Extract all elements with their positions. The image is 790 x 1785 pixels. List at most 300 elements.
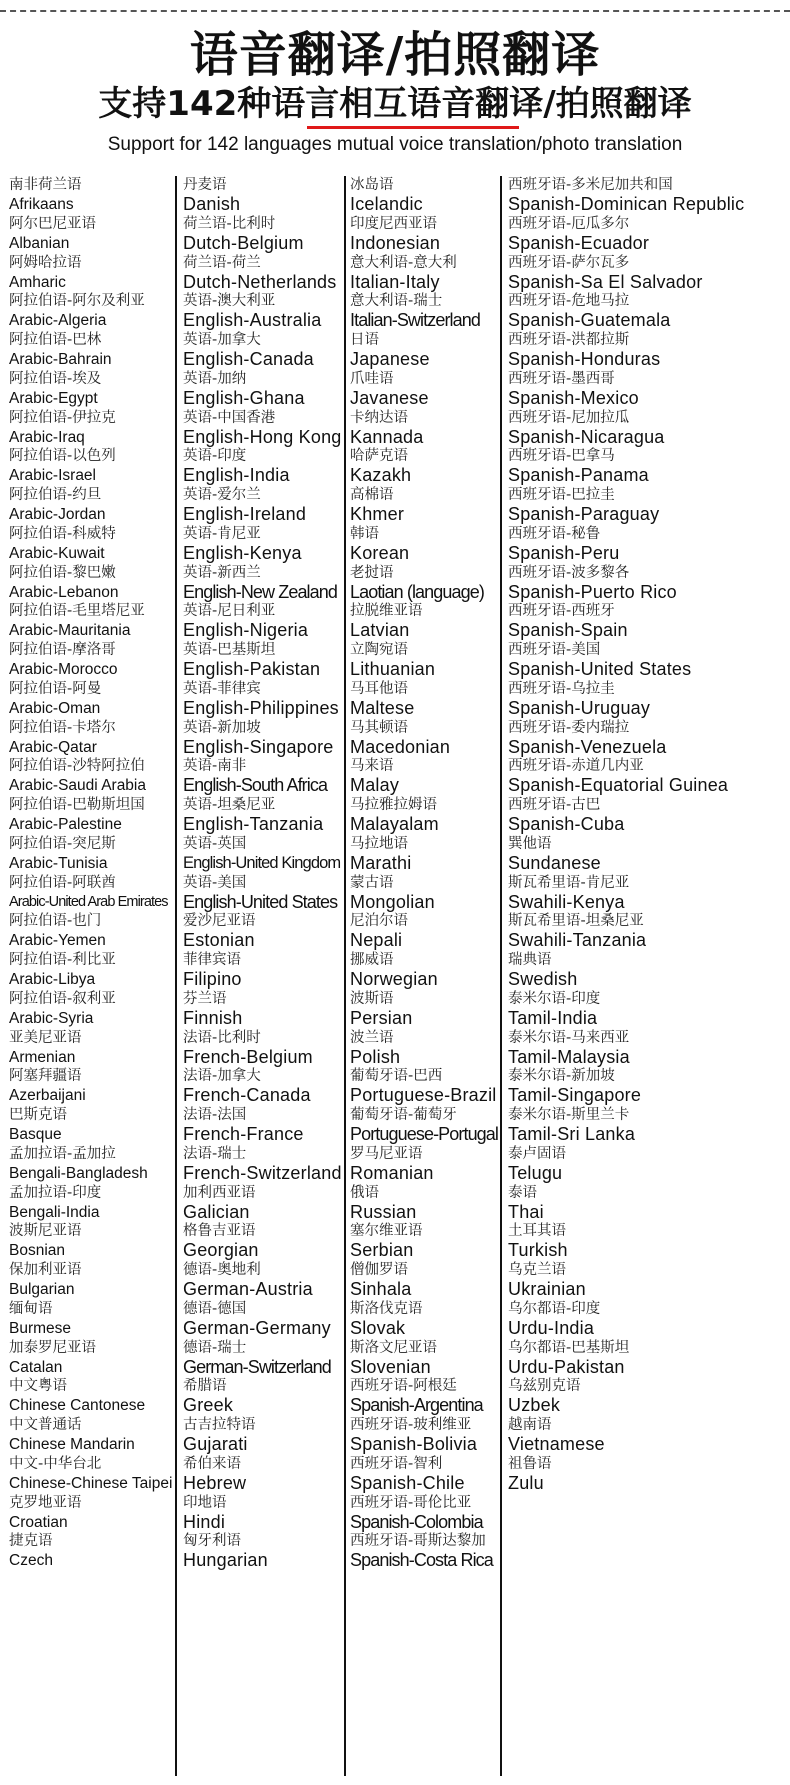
language-name-english: English-Hong Kong: [183, 426, 342, 447]
language-name-english: Spanish-Costa Rica: [350, 1550, 493, 1571]
language-name-chinese: 阿尔巴尼亚语: [9, 215, 96, 232]
language-name-chinese: 英语-加拿大: [183, 332, 261, 348]
page-subtitle: 支持142种语言相互语音翻译/拍照翻译: [98, 84, 692, 124]
language-entry: [183, 292, 321, 336]
language-entry: [183, 1029, 313, 1073]
language-name-chinese: 葡萄牙语-巴西: [350, 1068, 443, 1085]
language-entry: [183, 447, 290, 491]
language-entry: [183, 874, 337, 918]
language-name-chinese: 英语-澳大利亚: [183, 293, 276, 310]
language-name-english: Spanish-Mexico: [508, 387, 639, 408]
language-entry: [508, 254, 703, 298]
language-name-chinese: 加泰罗尼亚语: [9, 1339, 96, 1356]
language-entry: [183, 835, 340, 879]
language-entry: [183, 1532, 268, 1576]
language-name-english: Tamil-Singapore: [508, 1085, 642, 1106]
language-entry: [508, 990, 600, 1034]
language-entry: [9, 757, 146, 801]
language-entry: [9, 525, 116, 569]
language-name-english: Hebrew: [183, 1472, 247, 1493]
language-name-chinese: 英语-中国香港: [183, 409, 276, 426]
language-name-english: French-Belgium: [183, 1046, 313, 1067]
language-entry: [350, 447, 411, 491]
language-name-chinese: 希伯来语: [183, 1455, 241, 1472]
language-name-chinese: 阿拉伯语-巴勒斯坦国: [9, 797, 145, 813]
language-entry: [183, 564, 337, 608]
language-entry: [9, 1261, 82, 1305]
language-name-chinese: 蒙古语: [350, 874, 394, 891]
language-name-chinese: 哈萨克语: [350, 448, 408, 465]
language-entry: [508, 176, 744, 220]
language-name-english: Czech: [9, 1552, 53, 1570]
language-name-chinese: 孟加拉语-孟加拉: [9, 1145, 116, 1162]
language-entry: [9, 719, 116, 763]
language-name-chinese: 印地语: [183, 1494, 227, 1511]
language-entry: [508, 757, 728, 801]
language-name-chinese: 葡萄牙语-葡萄牙: [350, 1107, 457, 1123]
language-entry: [350, 1300, 423, 1344]
language-entry: [9, 1455, 172, 1499]
language-name-chinese: 挪威语: [350, 952, 394, 968]
language-name-chinese: 泰米尔语-斯里兰卡: [508, 1107, 630, 1123]
language-name-english: Malay: [350, 775, 400, 796]
language-entry: [9, 835, 116, 879]
language-name-chinese: 马其顿语: [350, 719, 408, 736]
language-name-chinese: 法语-比利时: [183, 1029, 261, 1046]
english-subtitle: Support for 142 languages mutual voice translation/photo translation: [107, 134, 683, 155]
language-name-english: Portuguese-Portugal: [350, 1124, 499, 1144]
language-name-chinese: 祖鲁语: [508, 1455, 552, 1472]
language-name-english: Spanish-Dominican Republic: [508, 194, 745, 214]
language-entry: [350, 874, 435, 918]
language-entry: [350, 719, 450, 763]
language-name-english: Spanish-Sa El Salvador: [508, 271, 703, 292]
language-name-english: Afrikaans: [9, 196, 74, 213]
language-entry: [9, 1184, 101, 1228]
language-name-chinese: 芬兰语: [183, 990, 227, 1007]
language-name-english: Bengali-India: [9, 1203, 100, 1221]
language-name-chinese: 德语-奥地利: [183, 1262, 261, 1278]
language-entry: [9, 1377, 145, 1421]
language-name-chinese: 巽他语: [508, 835, 552, 852]
language-name-chinese: 泰卢固语: [508, 1145, 566, 1162]
language-name-chinese: 马耳他语: [350, 680, 408, 697]
language-name-english: Swedish: [508, 969, 578, 989]
language-name-chinese: 希腊语: [183, 1378, 227, 1395]
language-entry: [508, 1145, 566, 1189]
language-name-english: Korean: [350, 542, 410, 563]
language-name-english: English-Ghana: [183, 387, 305, 408]
language-name-chinese: 斯瓦希里语-肯尼亚: [508, 874, 630, 891]
language-name-chinese: 意大利语-瑞士: [350, 293, 443, 310]
language-name-chinese: 拉脱维亚语: [350, 603, 423, 620]
language-name-english: Kannada: [350, 426, 424, 447]
language-name-chinese: 西班牙语-委内瑞拉: [508, 719, 630, 736]
language-entry: [183, 1184, 256, 1228]
language-name-chinese: 泰米尔语-印度: [508, 990, 601, 1007]
language-name-english: Japanese: [350, 349, 430, 369]
language-name-chinese: 英语-南非: [183, 758, 247, 775]
language-name-english: Uzbek: [508, 1395, 561, 1416]
language-name-english: German-Austria: [183, 1279, 313, 1299]
language-entry: [9, 564, 118, 608]
page-title: 语音翻译/拍照翻译: [189, 27, 601, 83]
language-name-chinese: 阿拉伯语-毛里塔尼亚: [9, 603, 145, 620]
language-name-english: Croatian: [9, 1513, 68, 1531]
language-name-chinese: 西班牙语-西班牙: [508, 603, 615, 620]
language-name-chinese: 阿拉伯语-伊拉克: [9, 409, 116, 426]
language-name-english: Slovenian: [350, 1356, 431, 1377]
language-name-chinese: 荷兰语-荷兰: [183, 254, 261, 271]
language-name-english: Turkish: [508, 1240, 568, 1261]
language-name-chinese: 荷兰语-比利时: [183, 215, 276, 232]
language-name-chinese: 越南语: [508, 1417, 552, 1433]
language-entry: [9, 215, 96, 259]
language-name-chinese: 韩语: [350, 525, 379, 542]
language-entry: [183, 525, 302, 569]
language-name-chinese: 西班牙语-玻利维亚: [350, 1417, 472, 1433]
language-name-english: English-Pakistan: [183, 659, 321, 679]
language-name-english: Spanish-Cuba: [508, 814, 625, 834]
language-name-english: Spanish-Chile: [350, 1472, 465, 1493]
language-name-english: English-Canada: [183, 349, 314, 369]
language-entry: [350, 1145, 434, 1189]
language-name-chinese: 保加利亚语: [9, 1262, 82, 1278]
language-name-chinese: 巴斯克语: [9, 1107, 67, 1123]
language-name-chinese: 西班牙语-萨尔瓦多: [508, 254, 630, 271]
language-entry: [183, 1416, 256, 1460]
language-name-english: Marathi: [350, 852, 412, 873]
language-entry: [9, 1145, 148, 1189]
language-name-english: English-Australia: [183, 310, 322, 331]
language-name-english: Arabic-Bahrain: [9, 351, 112, 368]
language-entry: [350, 1377, 483, 1421]
language-name-english: Swahili-Tanzania: [508, 930, 647, 951]
language-name-english: Russian: [350, 1201, 417, 1222]
language-name-chinese: 英语-肯尼亚: [183, 525, 261, 542]
language-name-chinese: 孟加拉语-印度: [9, 1184, 102, 1201]
language-name-chinese: 英语-巴基斯坦: [183, 642, 276, 658]
language-entry: [183, 1222, 259, 1266]
language-name-english: Galician: [183, 1201, 250, 1222]
language-entry: [508, 1067, 641, 1111]
language-entry: [183, 1494, 227, 1538]
language-name-chinese: 阿塞拜疆语: [9, 1068, 82, 1085]
language-name-english: Lithuanian: [350, 659, 436, 679]
language-name-english: Spanish-Ecuador: [508, 232, 650, 253]
language-name-english: Sundanese: [508, 852, 601, 873]
language-name-english: Spanish-Colombia: [350, 1511, 483, 1532]
language-name-english: Sinhala: [350, 1279, 412, 1299]
language-entry: [9, 1106, 67, 1150]
language-name-english: Chinese-Chinese Taipei: [9, 1474, 173, 1492]
language-name-chinese: 爪哇语: [350, 370, 394, 387]
language-entry: [183, 1377, 233, 1421]
language-entry: [508, 1416, 605, 1460]
language-entry: [508, 1300, 600, 1344]
language-name-chinese: 土耳其语: [508, 1223, 566, 1240]
language-entry: [508, 1106, 635, 1150]
language-entry: [508, 525, 619, 569]
language-name-chinese: 马拉雅拉姆语: [350, 797, 437, 813]
language-entry: [9, 370, 101, 414]
language-name-english: Spanish-Argentina: [350, 1395, 483, 1416]
language-name-chinese: 英语-加纳: [183, 370, 247, 387]
language-entry: [183, 719, 334, 763]
language-name-chinese: 西班牙语-哥伦比亚: [350, 1494, 472, 1511]
language-entry: [183, 951, 242, 995]
language-entry: [9, 1494, 82, 1538]
language-name-english: Tamil-Malaysia: [508, 1046, 630, 1067]
language-name-chinese: 德语-瑞士: [183, 1339, 247, 1356]
language-name-chinese: 阿拉伯语-阿曼: [9, 680, 102, 697]
language-entry: [350, 331, 430, 375]
language-entry: [508, 1261, 586, 1305]
language-name-english: Arabic-Mauritania: [9, 622, 131, 640]
language-name-english: Spanish-Guatemala: [508, 310, 671, 331]
language-name-english: English-South Africa: [183, 775, 328, 796]
column-divider: [175, 176, 177, 1776]
language-name-english: Danish: [183, 194, 241, 214]
language-name-english: Arabic-Libya: [9, 971, 96, 988]
language-name-english: Spanish-Uruguay: [508, 697, 651, 718]
language-entry: [350, 486, 404, 530]
language-entry: [183, 602, 308, 646]
language-entry: [508, 835, 601, 879]
language-name-chinese: 僧伽罗语: [350, 1262, 408, 1278]
language-name-english: Filipino: [183, 969, 242, 989]
language-name-chinese: 法语-瑞士: [183, 1145, 247, 1162]
language-entry: [508, 796, 624, 840]
language-name-chinese: 中文粤语: [9, 1378, 67, 1395]
language-name-english: English-Nigeria: [183, 620, 309, 641]
language-entry: [350, 680, 414, 724]
language-name-chinese: 中文普通话: [9, 1417, 82, 1433]
language-name-english: Nepali: [350, 930, 403, 951]
language-name-chinese: 西班牙语-古巴: [508, 797, 601, 813]
language-entry: [350, 1494, 483, 1538]
language-name-chinese: 菲律宾语: [183, 952, 241, 968]
language-name-english: Arabic-Algeria: [9, 312, 107, 330]
language-entry: [183, 331, 314, 375]
language-entry: [350, 1067, 496, 1111]
language-name-chinese: 乌兹别克语: [508, 1378, 581, 1395]
language-entry: [9, 254, 82, 298]
language-entry: [508, 602, 628, 646]
language-name-english: Arabic-United Arab Emirates: [9, 893, 168, 910]
language-name-chinese: 中文-中华台北: [9, 1455, 102, 1472]
language-name-english: Macedonian: [350, 736, 451, 757]
language-name-chinese: 阿拉伯语-埃及: [9, 370, 102, 387]
language-name-english: Spanish-Honduras: [508, 349, 661, 369]
language-name-chinese: 英语-英国: [183, 835, 247, 852]
language-entry: [350, 602, 423, 646]
language-name-chinese: 乌尔都语-印度: [508, 1300, 601, 1317]
language-entry: [350, 254, 457, 298]
language-name-chinese: 泰米尔语-马来西亚: [508, 1029, 630, 1046]
language-entry: [9, 1067, 86, 1111]
language-entry: [508, 331, 660, 375]
language-entry: [350, 1222, 423, 1266]
language-name-chinese: 西班牙语-尼加拉瓜: [508, 409, 630, 426]
language-name-chinese: 英语-尼日利亚: [183, 603, 276, 620]
language-name-chinese: 英语-美国: [183, 874, 247, 891]
language-entry: [183, 796, 323, 840]
language-name-english: Amharic: [9, 273, 66, 291]
language-name-chinese: 塞尔维亚语: [350, 1223, 423, 1240]
language-name-english: English-Tanzania: [183, 814, 324, 834]
language-entry: [508, 564, 677, 608]
column-divider: [500, 176, 502, 1776]
language-name-english: Dutch-Belgium: [183, 232, 304, 253]
language-name-english: Spanish-Panama: [508, 465, 649, 486]
language-name-english: English-Ireland: [183, 504, 307, 524]
language-name-english: Serbian: [350, 1240, 414, 1261]
language-name-chinese: 法语-法国: [183, 1107, 247, 1123]
language-name-english: Estonian: [183, 930, 255, 951]
language-entry: [183, 215, 304, 259]
language-name-chinese: 阿拉伯语-突尼斯: [9, 835, 116, 852]
language-name-english: Maltese: [350, 697, 415, 718]
language-name-chinese: 匈牙利语: [183, 1533, 241, 1550]
language-name-chinese: 阿拉伯语-黎巴嫩: [9, 564, 116, 581]
language-name-chinese: 马拉地语: [350, 835, 408, 852]
language-name-chinese: 尼泊尔语: [350, 913, 408, 930]
language-entry: [183, 1261, 313, 1305]
language-name-chinese: 泰语: [508, 1184, 537, 1201]
language-name-chinese: 斯瓦希里语-坦桑尼亚: [508, 913, 644, 930]
language-name-chinese: 缅甸语: [9, 1300, 53, 1317]
language-column-3: [350, 176, 498, 1776]
top-dashed-divider: [0, 10, 790, 12]
language-name-chinese: 西班牙语-墨西哥: [508, 370, 615, 387]
language-name-english: Arabic-Saudi Arabia: [9, 777, 146, 795]
language-name-english: Bosnian: [9, 1242, 66, 1260]
language-name-english: Italian-Italy: [350, 271, 440, 292]
language-entry: [350, 835, 411, 879]
language-name-chinese: 西班牙语-智利: [350, 1455, 443, 1472]
language-name-chinese: 阿拉伯语-阿联酋: [9, 874, 116, 891]
language-entry: [350, 370, 429, 414]
language-entry: [183, 757, 327, 801]
language-entry: [9, 176, 82, 220]
language-entry: [508, 1029, 630, 1073]
language-name-english: English-Kenya: [183, 542, 302, 563]
language-entry: [183, 1145, 342, 1189]
language-name-english: French-France: [183, 1124, 304, 1144]
language-entry: [183, 990, 242, 1034]
language-entry: [508, 719, 667, 763]
language-entry: [9, 1339, 96, 1383]
language-name-chinese: 阿拉伯语-卡塔尔: [9, 719, 116, 736]
language-name-english: Spanish-Venezuela: [508, 736, 667, 757]
language-name-english: English-Singapore: [183, 736, 334, 757]
language-column-2: [183, 176, 342, 1776]
language-name-chinese: 英语-新西兰: [183, 564, 261, 581]
language-entry: [9, 1029, 82, 1073]
language-name-chinese: 马来语: [350, 758, 394, 775]
language-name-english: Persian: [350, 1007, 413, 1028]
language-name-english: Spanish-Bolivia: [350, 1434, 478, 1454]
language-entry: [508, 680, 650, 724]
language-entry: [9, 292, 145, 336]
language-name-chinese: 英语-新加坡: [183, 719, 261, 736]
language-entry: [508, 1339, 629, 1383]
language-entry: [9, 1416, 135, 1460]
language-name-english: Urdu-India: [508, 1317, 595, 1338]
language-name-chinese: 波斯语: [350, 990, 394, 1007]
language-entry: [9, 602, 145, 646]
language-name-chinese: 阿姆哈拉语: [9, 254, 82, 271]
language-entry: [9, 409, 116, 453]
language-name-chinese: 格鲁吉亚语: [183, 1223, 256, 1240]
language-entry: [508, 292, 671, 336]
language-name-english: Greek: [183, 1395, 234, 1416]
language-name-english: Armenian: [9, 1048, 76, 1066]
language-column-1: [9, 176, 173, 1776]
language-entry: [183, 1455, 246, 1499]
language-entry: [9, 641, 118, 685]
language-name-english: Arabic-Oman: [9, 699, 101, 717]
language-name-chinese: 瑞典语: [508, 952, 552, 968]
language-entry: [508, 447, 649, 491]
language-name-chinese: 捷克语: [9, 1533, 53, 1550]
language-entry: [350, 1029, 400, 1073]
language-name-english: Malayalam: [350, 814, 439, 834]
language-name-chinese: 西班牙语-洪都拉斯: [508, 332, 630, 348]
language-entry: [350, 292, 480, 336]
language-name-english: Arabic-Kuwait: [9, 544, 105, 562]
language-entry: [508, 1377, 581, 1421]
language-name-english: Chinese Mandarin: [9, 1436, 135, 1453]
language-name-chinese: 阿拉伯语-科威特: [9, 525, 116, 542]
language-entry: [350, 951, 438, 995]
language-entry: [9, 951, 116, 995]
language-name-english: Spanish-Puerto Rico: [508, 581, 677, 602]
language-name-english: Icelandic: [350, 194, 423, 214]
language-name-english: Indonesian: [350, 232, 441, 253]
language-entry: [350, 757, 399, 801]
language-entry: [183, 370, 305, 414]
language-name-chinese: 西班牙语-巴拿马: [508, 448, 615, 465]
language-entry: [350, 1532, 493, 1576]
language-name-chinese: 英语-爱尔兰: [183, 487, 261, 503]
language-name-chinese: 西班牙语-多米尼加共和国: [508, 177, 673, 193]
language-name-chinese: 高棉语: [350, 487, 394, 503]
language-name-english: Ukrainian: [508, 1279, 586, 1299]
language-name-chinese: 阿拉伯语-也门: [9, 913, 102, 930]
language-entry: [350, 564, 484, 608]
language-name-english: Laotian (language): [350, 581, 484, 602]
language-name-english: Kazakh: [350, 465, 412, 486]
language-name-english: Swahili-Kenya: [508, 891, 625, 912]
language-entry: [350, 641, 435, 685]
language-name-english: Gujarati: [183, 1434, 248, 1454]
language-name-english: Arabic-Egypt: [9, 389, 98, 407]
language-name-english: Tamil-India: [508, 1007, 598, 1028]
language-name-chinese: 西班牙语-美国: [508, 642, 601, 658]
language-name-english: Mongolian: [350, 891, 435, 912]
language-name-english: Zulu: [508, 1472, 544, 1493]
language-entry: [508, 951, 577, 995]
language-name-chinese: 老挝语: [350, 564, 394, 581]
language-entry: [508, 215, 649, 259]
language-name-chinese: 罗马尼亚语: [350, 1145, 423, 1162]
language-entry: [9, 1300, 71, 1344]
language-name-chinese: 古吉拉特语: [183, 1417, 256, 1433]
language-name-chinese: 加利西亚语: [183, 1184, 256, 1201]
language-name-english: Finnish: [183, 1007, 243, 1028]
